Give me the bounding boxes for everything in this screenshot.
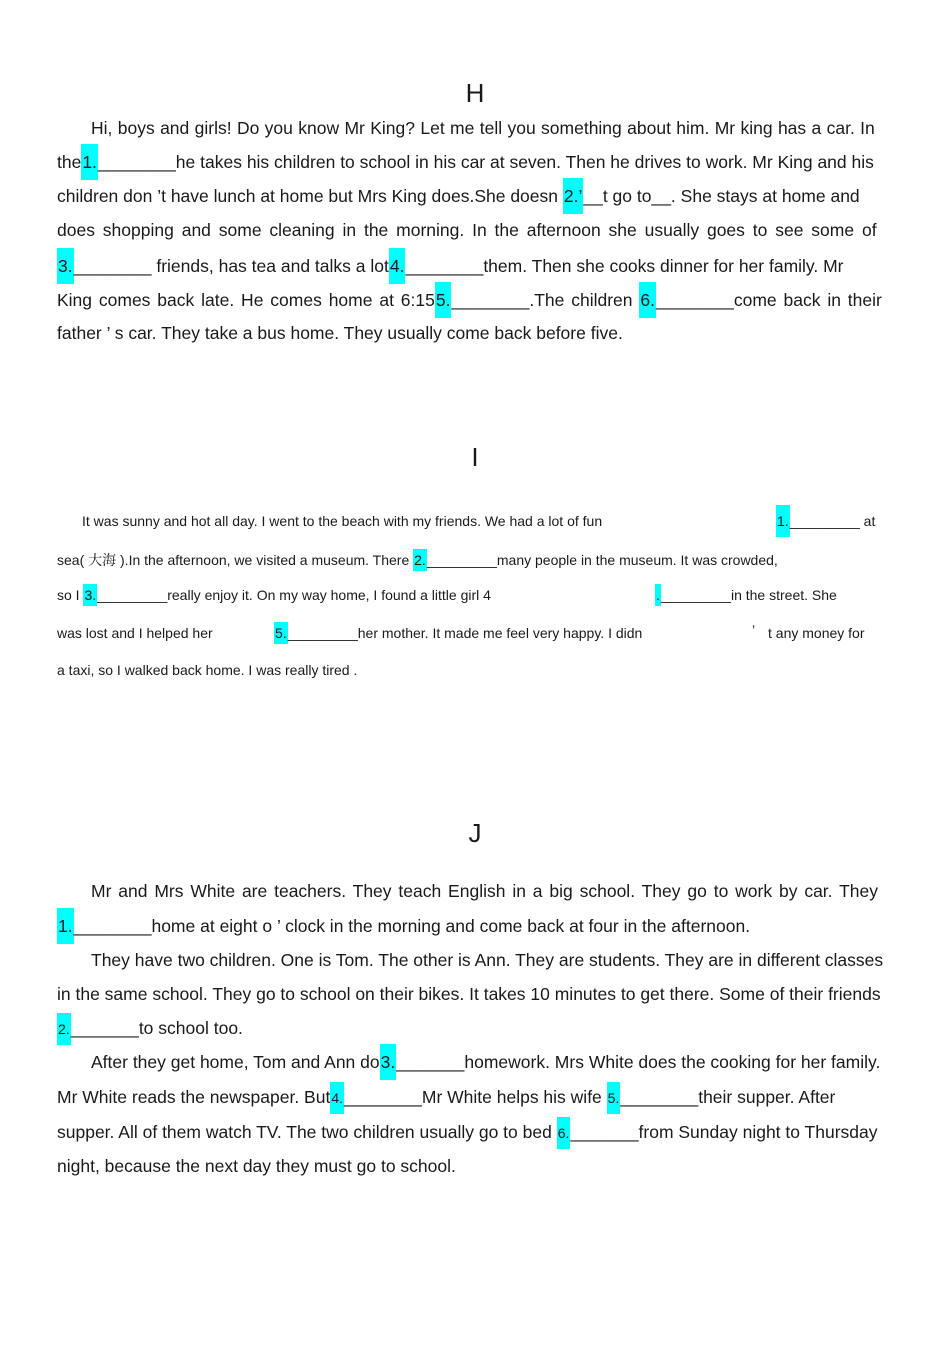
text: was lost and I helped her <box>57 625 213 641</box>
section-h-heading: H <box>465 78 485 108</box>
text: King comes back late. He comes home at 6:15 <box>57 290 435 310</box>
blank-number: . <box>655 584 661 606</box>
text: It was sunny and hot all day. I went to the beach with my friends. We had a lot of fun <box>82 513 603 529</box>
j-line-7 <box>57 1087 835 1108</box>
section-j-heading: J <box>468 818 482 848</box>
blank-number: 5. <box>607 1082 621 1114</box>
blank-number: 3. <box>83 584 97 606</box>
text: the <box>57 152 82 172</box>
i-line-4-mid <box>274 625 642 641</box>
blank-number: 4. <box>330 1082 344 1114</box>
text: _______from Sunday night to Thursday <box>570 1122 878 1142</box>
i-line-1-end <box>776 513 875 529</box>
j-line-6 <box>91 1052 880 1073</box>
i-line-5 <box>57 662 357 678</box>
h-line-6 <box>57 290 882 311</box>
blank-number: 3. <box>57 248 74 284</box>
blank-number: 5. <box>274 622 288 644</box>
text: children don ’t have lunch at home but Mrs King does.She doesn <box>57 186 563 206</box>
text: __t go to__. She stays at home and <box>583 186 860 206</box>
h-line-3 <box>57 186 860 207</box>
h-line-7 <box>57 323 623 344</box>
text: _______to school too. <box>70 1018 243 1038</box>
text: _________her mother. It made me feel very happy. I didn <box>287 625 643 641</box>
text: ________ friends, has tea and talks a lot <box>73 256 389 276</box>
text: ________come back in their <box>655 290 882 310</box>
blank-number: 3. <box>380 1044 397 1080</box>
text: _________ at <box>789 513 876 529</box>
h-line-2 <box>57 152 874 173</box>
blank-number: 2. <box>57 1013 71 1045</box>
text: supper. All of them watch TV. The two children usually go to bed <box>57 1122 557 1142</box>
text: ________Mr White helps his wife <box>344 1087 607 1107</box>
text: in the same school. They go to school on their bikes. It takes 10 minutes to get there. Some of their friends <box>57 984 881 1004</box>
blank-number: 1. <box>776 505 790 537</box>
text: After they get home, Tom and Ann do <box>91 1052 380 1072</box>
text: a taxi, so I walked back home. I was really tired . <box>57 662 358 678</box>
text: Mr and Mrs White are teachers. They teach English in a big school. They go to work by car. They <box>91 881 878 901</box>
text: _________really enjoy it. On my way home, I found a little girl 4 <box>97 587 491 603</box>
j-line-1 <box>91 881 878 902</box>
text: father ’ s car. They take a bus home. They usually come back before five. <box>57 323 623 343</box>
text: ________he takes his children to school in his car at seven. Then he drives to work. Mr King and his <box>97 152 874 172</box>
text: _________many people in the museum. It was crowded, <box>426 552 778 568</box>
i-line-4-end <box>752 622 755 638</box>
text: Hi, boys and girls! Do you know Mr King? Let me tell you something about him. Mr king has a car. In <box>91 118 875 138</box>
i-line-3-end <box>655 587 837 603</box>
i-line-2 <box>57 550 778 570</box>
text: night, because the next day they must go to school. <box>57 1156 456 1176</box>
text: t any money for <box>768 625 865 641</box>
blank-number: 2. <box>413 549 427 571</box>
j-line-9 <box>57 1156 456 1177</box>
text: sea( 大海 ).In the afternoon, we visited a museum. There <box>57 552 414 568</box>
h-line-1 <box>91 118 875 139</box>
j-line-2 <box>57 916 750 937</box>
text: ’ <box>752 622 756 638</box>
blank-number: 2.’ <box>563 178 583 214</box>
i-line-4-tail <box>768 625 865 641</box>
j-line-5 <box>57 1018 243 1039</box>
text: _______homework. Mrs White does the cooking for her family. <box>396 1052 881 1072</box>
section-i-heading: I <box>471 442 479 472</box>
text: ________home at eight o ’ clock in the morning and come back at four in the afternoon. <box>73 916 751 936</box>
h-line-5 <box>57 256 844 277</box>
text: _________in the street. She <box>660 587 837 603</box>
blank-number: 6. <box>639 282 656 318</box>
j-line-3 <box>91 950 883 971</box>
j-line-8 <box>57 1122 878 1143</box>
text: ________their supper. After <box>620 1087 836 1107</box>
text: Mr White reads the newspaper. But <box>57 1087 331 1107</box>
i-line-4 <box>57 625 213 641</box>
text: ________.The children <box>451 290 640 310</box>
text: does shopping and some cleaning in the morning. In the afternoon she usually goes to see some of <box>57 220 877 240</box>
blank-number: 1. <box>57 908 74 944</box>
h-line-4 <box>57 220 877 241</box>
blank-number: 4. <box>389 248 406 284</box>
text: ________them. Then she cooks dinner for her family. Mr <box>405 256 844 276</box>
text: They have two children. One is Tom. The other is Ann. They are students. They are in different classes <box>91 950 884 970</box>
blank-number: 5. <box>435 282 452 318</box>
i-line-3 <box>57 587 491 603</box>
blank-number: 1. <box>81 144 98 180</box>
text: so I <box>57 587 84 603</box>
blank-number: 6. <box>557 1117 571 1149</box>
j-line-4 <box>57 984 881 1005</box>
i-line-1 <box>82 513 602 529</box>
